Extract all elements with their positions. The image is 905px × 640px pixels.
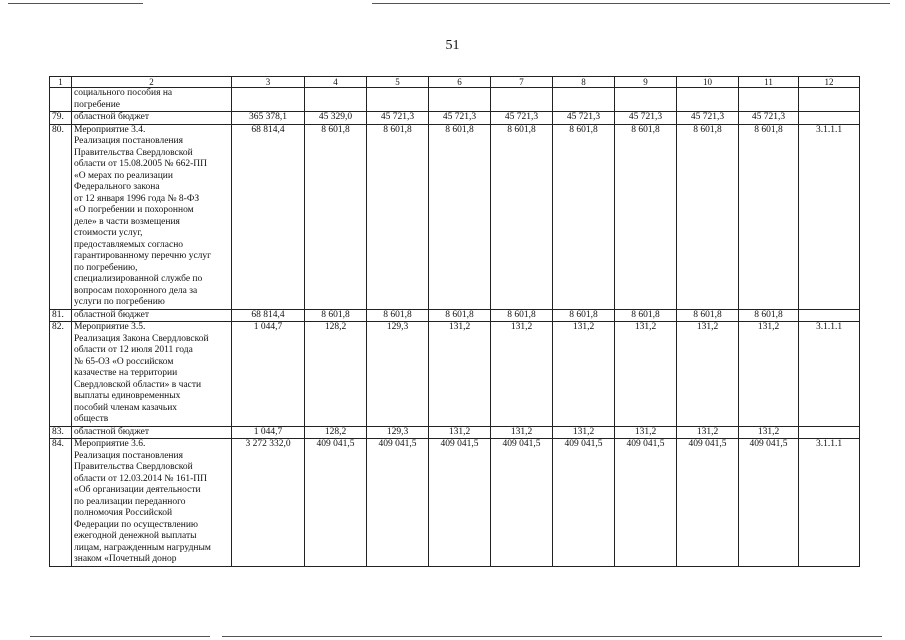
value-cell: 8 601,8 [615,124,677,309]
column-number-cell: 4 [305,77,367,88]
description-line: Мероприятие 3.6. [74,439,146,449]
target-code [799,309,860,322]
table-row [50,88,860,112]
value-cell: 128,2 [305,426,367,439]
description-line: Мероприятие 3.4. [74,124,146,135]
column-number-cell: 10 [677,77,739,88]
value-cell [615,88,677,112]
value-cell: 45 721,3 [367,112,429,125]
target-code: 3.1.1.1 [799,439,860,567]
value-cell: 8 601,8 [429,309,491,322]
description-line: услуги по погребению [74,297,165,307]
description-line: лицам, награжденным нагрудным [74,542,211,553]
description-line: «О погребении и похоронном [74,205,194,215]
description-line: полномочия Российской [74,508,173,518]
value-cell: 8 601,8 [305,309,367,322]
value-cell: 409 041,5 [739,439,799,567]
value-cell: 8 601,8 [739,124,799,309]
value-cell [553,88,615,112]
value-cell: 45 721,3 [553,112,615,125]
description-line: Реализация постановления [74,450,183,461]
value-cell: 409 041,5 [553,439,615,567]
column-number-cell: 8 [553,77,615,88]
value-cell: 131,2 [491,426,553,439]
row-description [72,322,232,427]
description-line: Свердловской области» в части [74,379,202,390]
row-number: 82. [50,322,72,427]
value-cell: 3 272 332,0 [232,439,305,567]
column-number-cell: 12 [799,77,860,88]
value-cell: 131,2 [491,322,553,427]
value-cell: 409 041,5 [305,439,367,567]
target-code: 3.1.1.1 [799,124,860,309]
column-number-cell: 3 [232,77,305,88]
row-number: 83. [50,426,72,439]
table-row [50,309,860,322]
value-cell: 129,3 [367,426,429,439]
column-number-cell: 9 [615,77,677,88]
target-code [799,112,860,125]
description-line: областной бюджет [74,309,150,320]
value-cell: 129,3 [367,322,429,427]
table-row [50,322,860,427]
description-line: по реализации переданного [74,496,186,507]
description-line: Правительства Свердловской [74,462,193,472]
value-cell: 45 721,3 [491,112,553,125]
description-line: Реализация постановления [74,136,183,146]
target-code: 3.1.1.1 [799,322,860,427]
description-line: Федерального закона [74,182,160,192]
value-cell: 8 601,8 [491,309,553,322]
value-cell: 45 721,3 [739,112,799,125]
row-number: 84. [50,439,72,567]
value-cell: 131,2 [553,426,615,439]
column-number-cell: 2 [72,77,232,88]
row-description [72,426,232,439]
value-cell: 8 601,8 [553,309,615,322]
description-line: погребение [74,99,121,110]
description-line: социального пособия на [74,88,173,98]
row-description [72,309,232,322]
description-line: стоимости услуг, [74,228,143,238]
value-cell: 45 721,3 [429,112,491,125]
value-cell: 1 044,7 [232,426,305,439]
value-cell: 1 044,7 [232,322,305,427]
description-line: Правительства Свердловской [74,147,193,158]
description-line: «О мерах по реализации [74,170,173,181]
value-cell: 8 601,8 [305,124,367,309]
table-row [50,439,860,567]
column-number-row [50,77,860,88]
value-cell: 8 601,8 [615,309,677,322]
description-line: Реализация Закона Свердловской [74,333,209,344]
table-row [50,112,860,125]
value-cell: 8 601,8 [677,124,739,309]
value-cell: 8 601,8 [739,309,799,322]
value-cell [739,88,799,112]
description-line: ежегодной денежной выплаты [74,531,197,541]
description-line: знаком «Почетный донор [74,554,177,564]
value-cell: 131,2 [429,322,491,427]
value-cell [491,88,553,112]
column-number-cell: 6 [429,77,491,88]
description-line: областной бюджет [74,112,150,122]
description-line: вопросам похоронного дела за [74,285,198,296]
value-cell: 8 601,8 [677,309,739,322]
row-description [72,88,232,112]
value-cell: 131,2 [615,426,677,439]
value-cell [367,88,429,112]
description-line: деле» в части возмещения [74,216,180,227]
value-cell: 131,2 [677,322,739,427]
description-line: области от 12.03.2014 № 161-ПП [74,473,207,484]
page-bottom-edge [30,636,210,637]
value-cell: 8 601,8 [553,124,615,309]
value-cell: 8 601,8 [367,309,429,322]
value-cell [677,88,739,112]
description-line: области от 15.08.2005 № 662-ПП [74,159,207,169]
row-number [50,88,72,112]
description-line: гарантированному перечню услуг [74,251,212,261]
row-description [72,124,232,309]
value-cell: 8 601,8 [491,124,553,309]
description-line: областной бюджет [74,426,150,437]
value-cell: 45 721,3 [677,112,739,125]
description-line: Мероприятие 3.5. [74,322,146,332]
value-cell: 45 329,0 [305,112,367,125]
value-cell: 128,2 [305,322,367,427]
value-cell: 409 041,5 [429,439,491,567]
value-cell: 68 814,4 [232,309,305,322]
row-description [72,112,232,125]
description-line: Федерации по осуществлению [74,519,198,530]
value-cell: 131,2 [553,322,615,427]
description-line: казачестве на территории [74,368,178,378]
row-description [72,439,232,567]
description-line: по погребению, [74,262,138,273]
column-number-cell: 11 [739,77,799,88]
value-cell: 131,2 [429,426,491,439]
value-cell: 131,2 [739,322,799,427]
value-cell: 409 041,5 [491,439,553,567]
description-line: обществ [74,414,109,424]
column-number-cell: 1 [50,77,72,88]
target-code [799,88,860,112]
row-number: 80. [50,124,72,309]
value-cell: 409 041,5 [367,439,429,567]
column-number-cell: 5 [367,77,429,88]
description-line: специализированной службе по [74,274,203,284]
description-line: выплаты единовременных [74,391,181,401]
value-cell: 8 601,8 [429,124,491,309]
value-cell: 131,2 [739,426,799,439]
budget-table [49,76,860,567]
row-number: 81. [50,309,72,322]
description-line: «Об организации деятельности [74,485,201,495]
value-cell [305,88,367,112]
value-cell: 131,2 [615,322,677,427]
description-line: от 12 января 1996 года № 8-ФЗ [74,193,200,204]
target-code [799,426,860,439]
page-top-edge [372,3,890,4]
description-line: пособий членам казачьих [74,402,178,413]
value-cell: 8 601,8 [367,124,429,309]
value-cell: 409 041,5 [677,439,739,567]
table-row [50,426,860,439]
value-cell: 409 041,5 [615,439,677,567]
table-row [50,124,860,309]
value-cell: 131,2 [677,426,739,439]
value-cell [429,88,491,112]
page-bottom-edge [222,636,882,637]
page-top-edge [8,3,143,4]
value-cell [232,88,305,112]
value-cell: 68 814,4 [232,124,305,309]
description-line: предоставляемых согласно [74,239,184,250]
row-number: 79. [50,112,72,125]
page-number: 51 [445,38,460,53]
description-line: № 65-ОЗ «О российском [74,356,174,367]
column-number-cell: 7 [491,77,553,88]
value-cell: 365 378,1 [232,112,305,125]
value-cell: 45 721,3 [615,112,677,125]
description-line: области от 12 июля 2011 года [74,345,193,355]
